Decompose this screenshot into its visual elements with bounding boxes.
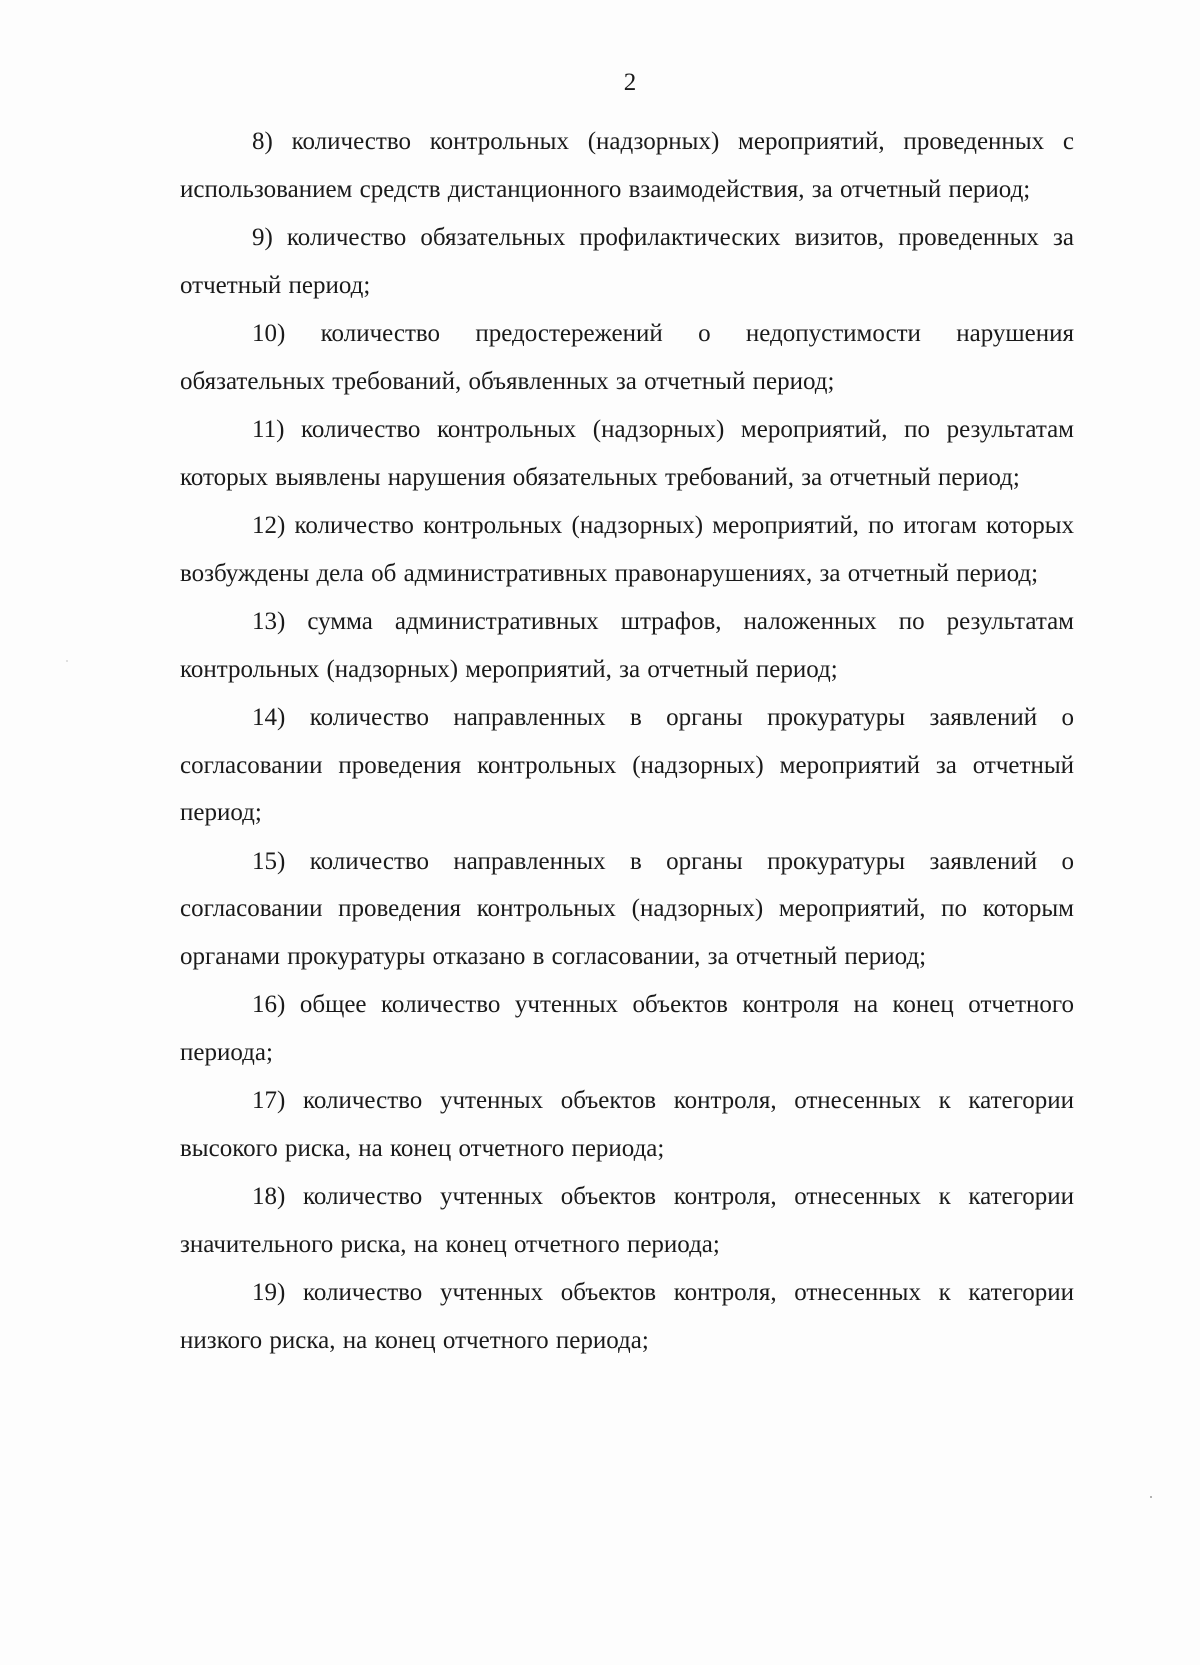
- scan-speck: [66, 660, 68, 662]
- list-item-11: 11) количество контрольных (надзорных) мероприятий, по результатам которых выявлены нарушения обязательных требований, за отчетный период;: [180, 416, 1074, 491]
- list-item-15: 15) количество направленных в органы прокуратуры заявлений о согласовании проведения контрольных (надзорных) мероприятий, по которым органами прокуратуры отказано в согласовании, за отчетный период;: [180, 847, 1074, 970]
- list-item-9: 9) количество обязательных профилактических визитов, проведенных за отчетный период;: [180, 224, 1074, 299]
- list-item-12: 12) количество контрольных (надзорных) мероприятий, по итогам которых возбуждены дела об административных правонарушениях, за отчетный период;: [180, 512, 1074, 587]
- page-number: 2: [623, 69, 637, 96]
- list-item-18: 18) количество учтенных объектов контроля, отнесенных к категории значительного риска, на конец отчетного периода;: [180, 1183, 1074, 1258]
- list-item-16: 16) общее количество учтенных объектов контроля на конец отчетного периода;: [180, 991, 1074, 1066]
- list-item-13: 13) сумма административных штрафов, наложенных по результатам контрольных (надзорных) мероприятий, за отчетный период;: [180, 608, 1074, 683]
- document-body: [180, 118, 1074, 1364]
- scan-speck: [1150, 1496, 1152, 1498]
- list-item-19: 19) количество учтенных объектов контроля, отнесенных к категории низкого риска, на конец отчетного периода;: [180, 1279, 1074, 1354]
- list-item-8: 8) количество контрольных (надзорных) мероприятий, проведенных с использованием средств дистанционного взаимодействия, за отчетный период;: [180, 128, 1074, 203]
- list-item-17: 17) количество учтенных объектов контроля, отнесенных к категории высокого риска, на конец отчетного периода;: [180, 1087, 1074, 1162]
- list-item-10: 10) количество предостережений о недопустимости нарушения обязательных требований, объявленных за отчетный период;: [180, 320, 1074, 395]
- list-item-14: 14) количество направленных в органы прокуратуры заявлений о согласовании проведения контрольных (надзорных) мероприятий за отчетный период;: [180, 704, 1074, 826]
